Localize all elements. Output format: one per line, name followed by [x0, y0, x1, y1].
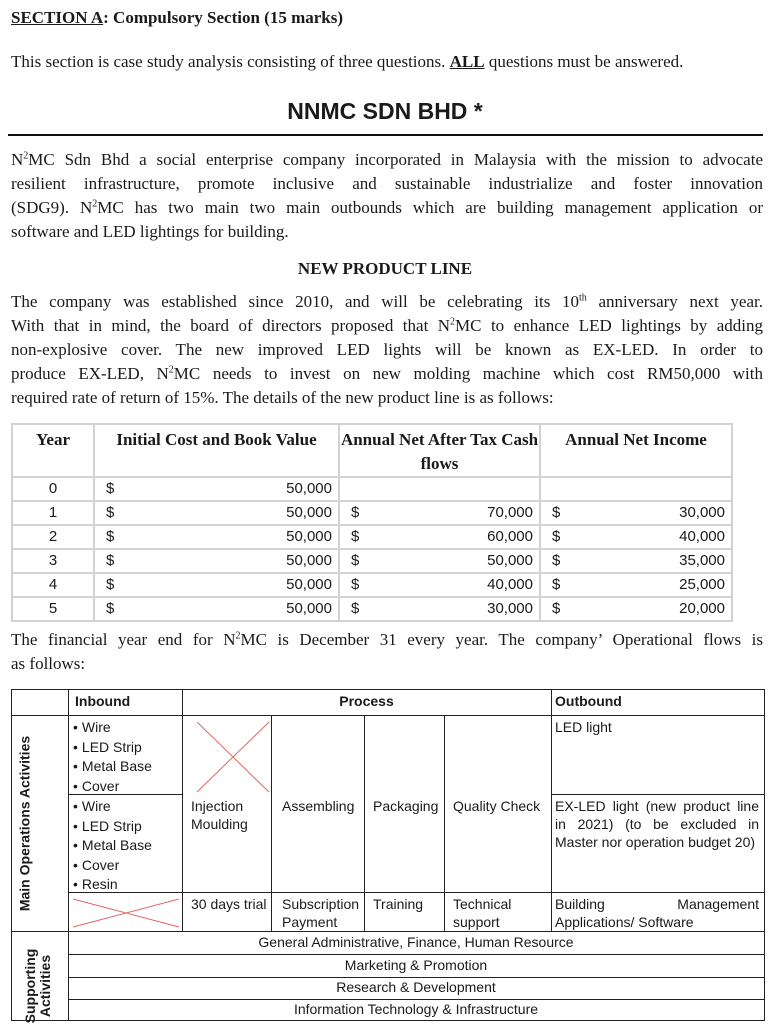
cash-flow-cell — [339, 477, 540, 501]
list-item: • Cover — [73, 777, 152, 797]
support-research: Research & Development — [336, 979, 496, 995]
support-it-infrastructure: Information Technology & Infrastructure — [293, 1001, 539, 1017]
row-divider — [182, 892, 764, 893]
column-divider — [444, 715, 445, 931]
list-item: • Cover — [73, 856, 152, 876]
process-technical-support: Technical support — [453, 896, 512, 930]
outbound-exled-light: EX-LED light (new product line in 2021) (to be excluded in Master nor operation budget 20) — [555, 798, 759, 850]
list-item: • Metal Base — [73, 757, 152, 777]
year-cell: 1 — [12, 501, 94, 525]
new-product-description: The company was established since 2010, and will be celebrating its 10th anniversary next year. With that in mind, the board of directors proposed that $N^2MC$ to enhance LED lightings by adding non-explosive cover. The new improved LED lights will be known as EX-LED. In order to produce EX-LED, $N^2MC$ needs to invest on new molding machine which cost RM50,000 with required rate of return of 15%. The details of the new product line is as follows: — [11, 292, 763, 407]
support-general-admin: General Administrative, Finance, Human Resource — [258, 934, 574, 950]
column-divider — [271, 715, 272, 931]
outbound-building-management: Building Management Applications/ Software — [555, 896, 759, 930]
table-row — [12, 477, 732, 501]
process-30-days-trial: 30 days trial — [191, 896, 267, 912]
support-marketing: Marketing & Promotion — [344, 957, 488, 973]
header-process: Process — [339, 693, 394, 709]
column-divider — [364, 715, 365, 931]
list-item: • Wire — [73, 797, 152, 817]
process-subscription-payment: Subscription Payment — [282, 896, 360, 930]
net-income-cell: $ 30,000 — [540, 501, 732, 525]
year-cell: 2 — [12, 525, 94, 549]
cost-cell: $ 50,000 — [94, 549, 339, 573]
supporting-activities-label: Supporting Activities — [22, 948, 53, 1024]
column-divider — [551, 690, 552, 931]
header-net-income: Annual Net Income — [540, 424, 732, 477]
cost-cell: $ 50,000 — [94, 597, 339, 621]
header-inbound: Inbound — [75, 693, 131, 709]
net-income-cell: $ 25,000 — [540, 573, 732, 597]
year-cell: 3 — [12, 549, 94, 573]
new-product-line-heading: NEW PRODUCT LINE — [297, 259, 473, 278]
year-cell: 0 — [12, 477, 94, 501]
header-outbound: Outbound — [555, 693, 622, 709]
header-initial-cost: Initial Cost and Book Value — [94, 424, 339, 477]
table-row — [12, 549, 732, 573]
row-divider — [12, 715, 764, 716]
net-income-cell: $ 20,000 — [540, 597, 732, 621]
table-row — [12, 501, 732, 525]
operations-value-chain — [11, 689, 765, 1024]
operational-flows-intro: The financial year end for $N^2MC$ is December 31 every year. The company’ Operational flows is as follows: — [11, 630, 763, 673]
net-income-cell: $ 35,000 — [540, 549, 732, 573]
list-item: • Wire — [73, 718, 152, 738]
year-cell: 4 — [12, 573, 94, 597]
list-item: • Resin — [73, 875, 152, 895]
row-divider — [551, 794, 764, 795]
net-income-cell — [540, 477, 732, 501]
outbound-led-light: LED light — [555, 719, 612, 735]
process-training: Training — [373, 896, 424, 912]
row-divider — [12, 931, 764, 932]
section-instructions: This section is case study analysis consisting of three questions. ALL questions must be answered. — [11, 52, 684, 71]
list-item: • LED Strip — [73, 817, 152, 837]
header-cash-flows: Annual Net After Tax Cash flows — [339, 424, 540, 477]
cost-cell: $ 50,000 — [94, 477, 339, 501]
net-income-cell: $ 40,000 — [540, 525, 732, 549]
company-title: NNMC SDN BHD * — [287, 98, 483, 124]
cash-flow-cell: $ 70,000 — [339, 501, 540, 525]
cash-flow-cell: $ 40,000 — [339, 573, 540, 597]
product-line-table — [11, 423, 733, 622]
table-row — [12, 525, 732, 549]
company-description: $N^2MC$ Sdn Bhd a social enterprise company incorporated in Malaysia with the mission to advocate resilient infrastructure, promote inclusive and sustainable industrialize and foster innovation (SDG9). $N^2MC$ has two main two main outbounds which are building management application or software and LED lightings for building. — [11, 150, 763, 241]
cash-flow-cell: $ 50,000 — [339, 549, 540, 573]
cost-cell: $ 50,000 — [94, 525, 339, 549]
list-item: • Metal Base — [73, 836, 152, 856]
table-row — [12, 573, 732, 597]
title-divider — [8, 134, 763, 136]
process-assembling: Assembling — [282, 798, 355, 814]
list-item: • LED Strip — [73, 738, 152, 758]
not-applicable-cross-icon — [69, 893, 182, 931]
cost-cell: $ 50,000 — [94, 501, 339, 525]
cost-cell: $ 50,000 — [94, 573, 339, 597]
table-row — [12, 597, 732, 621]
process-injection-moulding: Injection Moulding — [191, 798, 248, 832]
main-operations-label: Main Operations Activities — [16, 735, 33, 912]
cash-flow-cell: $ 60,000 — [339, 525, 540, 549]
not-applicable-cross-icon — [183, 716, 271, 794]
section-heading: SECTION A: Compulsory Section (15 marks) — [11, 8, 344, 27]
year-cell: 5 — [12, 597, 94, 621]
cash-flow-cell: $ 30,000 — [339, 597, 540, 621]
inbound-list-exled — [73, 797, 152, 895]
process-packaging: Packaging — [373, 798, 439, 814]
header-year: Year — [12, 424, 94, 477]
inbound-list-led — [73, 718, 152, 796]
process-quality-check: Quality Check — [453, 798, 541, 814]
